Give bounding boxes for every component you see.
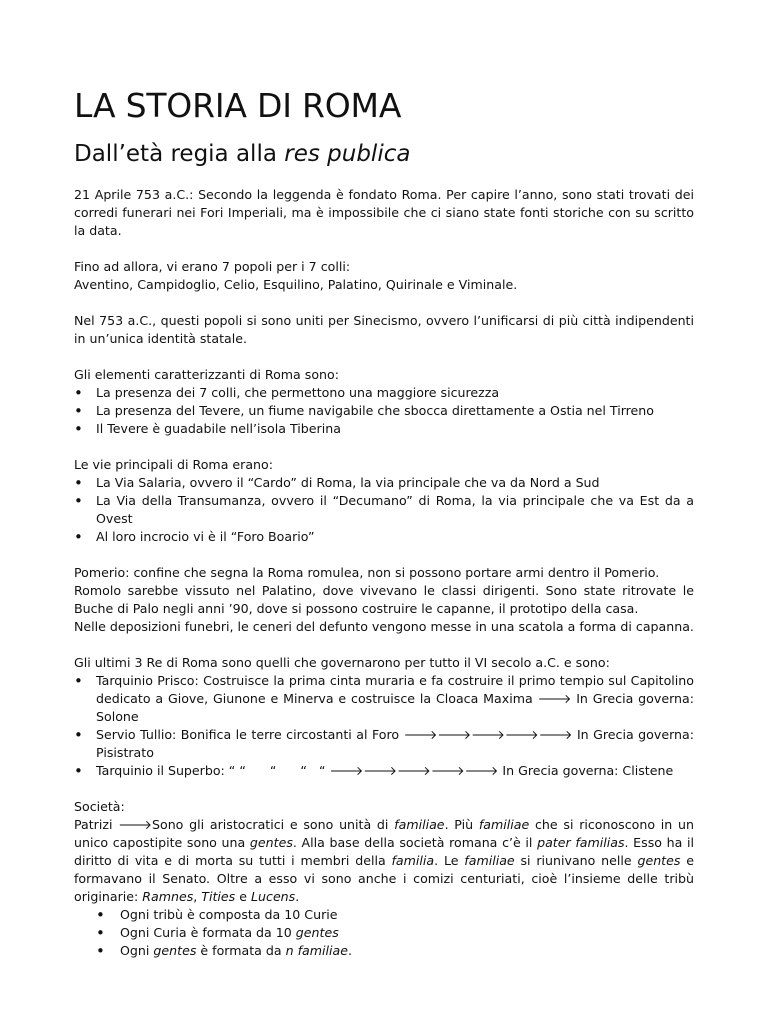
text-run: e formavano il Senato. Oltre a esso vi sono anche i comizi centuriati, cioè l’insieme delle tribù originarie: — [74, 853, 694, 904]
italic-term: familiae — [394, 817, 445, 832]
italic-term: n familiae — [285, 943, 348, 958]
document-title: LA STORIA DI ROMA — [74, 86, 402, 125]
paragraph-colli: Aventino, Campidoglio, Celio, Esquilino, Palatino, Quirinale e Viminale. — [74, 277, 518, 292]
text-run: Patrizi — [74, 817, 119, 832]
paragraph-popoli-intro: Fino ad allora, vi erano 7 popoli per i 7 colli: — [74, 259, 351, 274]
arrows-right-icon: 🡒🡒🡒🡒🡒 — [403, 727, 573, 742]
re-list — [74, 672, 694, 780]
italic-term: gentes — [637, 853, 681, 868]
paragraph-sinecismo: Nel 753 a.C., questi popoli si sono uniti per Sinecismo, ovvero l’unificarsi di più città indipendenti in un’unica identità statale. — [74, 313, 694, 346]
text-run: , — [193, 889, 202, 904]
arrow-right-icon: 🡒 — [118, 817, 152, 832]
text-run: . Alla base della società romana c’è il — [292, 835, 538, 850]
list-item — [74, 942, 694, 960]
text-run: . Le — [434, 853, 465, 868]
italic-term: Tities — [201, 889, 236, 904]
societa-list — [74, 906, 694, 960]
list-item — [74, 924, 694, 942]
text-run: Ogni — [120, 943, 154, 958]
list-item — [74, 906, 694, 924]
re-text: Servio Tullio: Bonifica le terre circostanti al Foro — [96, 727, 404, 742]
document-page — [74, 86, 694, 960]
italic-term: gentes — [153, 943, 197, 958]
text-run: si riunivano nelle — [514, 853, 638, 868]
italic-term: familiae — [464, 853, 515, 868]
ditto-marks: “ “ “ “ “ — [228, 763, 326, 778]
subtitle-italic: res publica — [284, 141, 411, 167]
vie-intro: Le vie principali di Roma erano: — [74, 457, 273, 472]
list-item: • La Via della Transumanza, ovvero il “Decumano” di Roma, la via principale che va Est da a Ovest — [74, 492, 694, 528]
subtitle-text: Dall’età regia alla — [74, 141, 285, 167]
list-item: • Il Tevere è guadabile nell’isola Tiberina — [74, 420, 694, 438]
pomerio-line-2: Romolo sarebbe vissuto nel Palatino, dove vivevano le classi dirigenti. Sono state ritrovate le Buche di Palo negli anni ’90, dove si possono costruire le capanne, il prototipo della casa. — [74, 583, 694, 616]
italic-term: gentes — [249, 835, 293, 850]
text-run: che si riconoscono in un unico capostipite sono una — [74, 817, 694, 850]
italic-term: pater familias — [537, 835, 625, 850]
re-text: Tarquinio Prisco: Costruisce la prima cinta muraria e fa costruire il primo tempio sul Capitolino dedicato a Giove, Giunone e Minerva e costruisce la Cloaca Maxima — [96, 673, 694, 706]
document-subtitle — [74, 139, 694, 169]
list-item-servio-tullio — [74, 726, 694, 762]
arrows-right-icon: 🡒🡒🡒🡒🡒 — [329, 763, 499, 778]
text-run: . — [347, 943, 352, 958]
text-run: . Esso ha il diritto di vita e di morta su tutti i membri della — [74, 835, 694, 868]
document-body — [74, 186, 694, 960]
list-item-tarquinio-prisco — [74, 672, 694, 726]
re-greek-ruler: In Grecia governa: Clistene — [498, 763, 674, 778]
list-item: • La Via Salaria, ovvero il “Cardo” di Roma, la via principale che va da Nord a Sud — [74, 474, 694, 492]
italic-term: familia — [391, 853, 435, 868]
paragraph-fondazione: 21 Aprile 753 a.C.: Secondo la leggenda è fondato Roma. Per capire l’anno, sono stati trovati dei corredi funerari nei Fori Imperiali, ma è impossibile che ci siano state fonti storiche con su scritto la data. — [74, 187, 694, 238]
re-text: Tarquinio il Superbo: — [96, 763, 229, 778]
list-item: • Al loro incrocio vi è il “Foro Boario” — [74, 528, 694, 546]
pomerio-line-1: Pomerio: confine che segna la Roma romulea, non si possono portare armi dentro il Pomerio. — [74, 565, 660, 580]
italic-term: Lucens — [251, 889, 296, 904]
elementi-intro: Gli elementi caratterizzanti di Roma sono: — [74, 367, 339, 382]
italic-term: gentes — [295, 925, 339, 940]
text-run: . Più — [444, 817, 479, 832]
text-run: Ogni Curia è formata da 10 — [120, 925, 296, 940]
vie-list — [74, 474, 694, 546]
text-run: . — [295, 889, 300, 904]
re-greek-ruler: In Grecia governa: Solone — [96, 691, 694, 724]
arrow-right-icon: 🡒 — [537, 691, 572, 706]
text-run: è formata da — [196, 943, 286, 958]
text-run: e — [235, 889, 252, 904]
list-item: • La presenza dei 7 colli, che permettono una maggiore sicurezza — [74, 384, 694, 402]
list-item-tarquinio-superbo — [74, 762, 694, 780]
societa-heading: Società: — [74, 799, 125, 814]
pomerio-line-3: Nelle deposizioni funebri, le ceneri del defunto vengono messe in una scatola a forma di capanna. — [74, 619, 694, 634]
text-run: Sono gli aristocratici e sono unità di — [152, 817, 395, 832]
elementi-list — [74, 384, 694, 438]
italic-term: familiae — [478, 817, 530, 832]
text-run: Ogni tribù è composta da 10 Curie — [120, 907, 338, 922]
italic-term: Ramnes — [142, 889, 194, 904]
re-intro: Gli ultimi 3 Re di Roma sono quelli che governarono per tutto il VI secolo a.C. e sono: — [74, 655, 610, 670]
list-item: • La presenza del Tevere, un fiume navigabile che sbocca direttamente a Ostia nel Tirreno — [74, 402, 694, 420]
societa-paragraph — [74, 816, 694, 906]
re-greek-ruler: In Grecia governa: Pisistrato — [96, 727, 694, 760]
